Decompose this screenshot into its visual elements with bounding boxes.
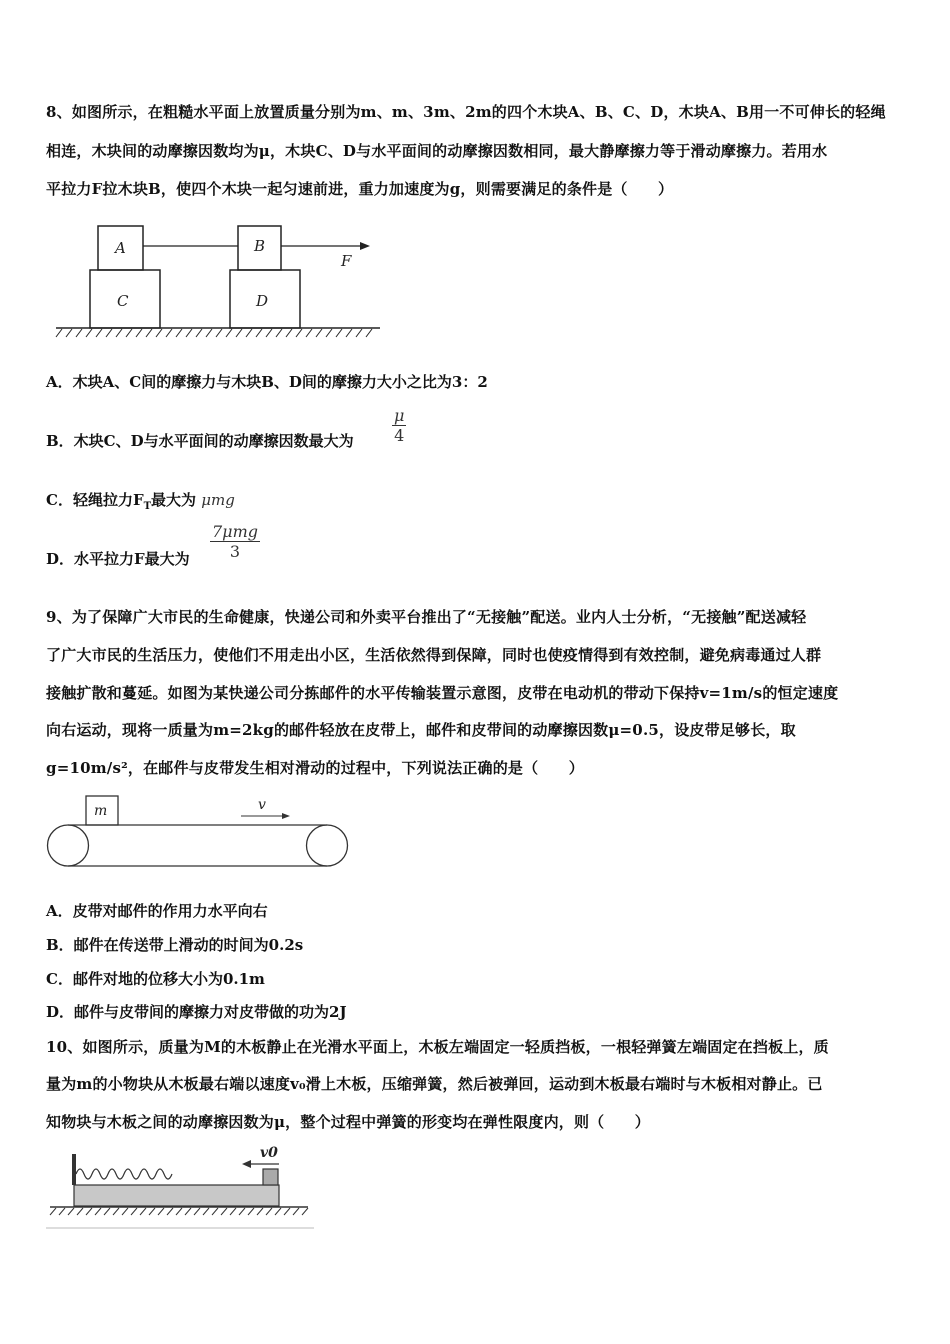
q9-conveyor-figure xyxy=(46,794,350,870)
q8-option-b-text: B．木块C、D与水平面间的动摩擦因数最大为 xyxy=(46,432,354,450)
fraction-denominator: 3 xyxy=(229,542,241,561)
q8-option-d-fraction xyxy=(210,522,260,561)
q8-option-c-text: C．轻绳拉力F xyxy=(46,491,144,509)
label-a: A xyxy=(115,239,126,257)
end-baffle xyxy=(72,1154,76,1185)
spring xyxy=(76,1169,172,1179)
q8-option-b-fraction xyxy=(392,406,406,445)
label-b: B xyxy=(254,237,266,255)
right-roller xyxy=(307,825,348,866)
q9-line-2: 了广大市民的生活压力，使他们不用走出小区，生活依然得到保障，同时也使疫情得到有效控制，避免病毒通过人群 xyxy=(46,646,822,664)
label-v0: v0 xyxy=(260,1145,278,1161)
q8-option-a: A．木块A、C间的摩擦力与木块B、D间的摩擦力大小之比为3：2 xyxy=(46,373,488,391)
q9-line-4: 向右运动，现将一质量为m=2kg的邮件轻放在皮带上，邮件和皮带间的动摩擦因数μ=0.5，设皮带足够长，取 xyxy=(46,721,796,739)
q9-line-3: 接触扩散和蔓延。如图为某快递公司分拣邮件的水平传输装置示意图，皮带在电动机的带动下保持v=1m/s的恒定速度 xyxy=(46,684,839,702)
q8-line-3: 平拉力F拉木块B，使四个木块一起匀速前进，重力加速度为g，则需要满足的条件是（ ） xyxy=(46,180,674,198)
q8-option-c-sub: T xyxy=(143,501,152,512)
q8-figure xyxy=(48,222,388,340)
q10-line-1: 10、如图所示，质量为M的木板静止在光滑水平面上，木板左端固定一轻质挡板，一根轻弹簧左端固定在挡板上，质 xyxy=(46,1038,829,1056)
q8-option-c-tail: 最大为 xyxy=(151,491,197,509)
q8-line-1: 8、如图所示，在粗糙水平面上放置质量分别为m、m、3m、2m的四个木块A、B、C、D，木块A、B用一不可伸长的轻绳 xyxy=(46,103,886,121)
q8-line-2: 相连，木块间的动摩擦因数均为μ，木块C、D与水平面间的动摩擦因数相同，最大静摩擦力等于滑动摩擦力。若用水 xyxy=(46,142,828,160)
q9-option-c: C．邮件对地的位移大小为0.1m xyxy=(46,970,265,988)
q8-option-c xyxy=(46,489,235,512)
left-roller xyxy=(48,825,89,866)
small-block xyxy=(263,1169,278,1185)
q8-option-b xyxy=(46,430,354,451)
q9-option-b: B．邮件在传送带上滑动的时间为0.2s xyxy=(46,936,304,954)
label-v: v xyxy=(258,797,266,813)
q10-line-3: 知物块与木板之间的动摩擦因数为μ，整个过程中弹簧的形变均在弹性限度内，则（ ） xyxy=(46,1113,650,1131)
fraction-numerator: 7μmg xyxy=(212,522,258,541)
q10-figure xyxy=(46,1140,318,1232)
label-f: F xyxy=(341,252,352,270)
q9-option-a: A．皮带对邮件的作用力水平向右 xyxy=(46,902,268,920)
q8-option-c-math: μmg xyxy=(201,491,235,509)
label-d: D xyxy=(256,292,269,310)
fraction-numerator: μ xyxy=(394,406,405,425)
wood-board xyxy=(74,1185,279,1206)
fraction-denominator: 4 xyxy=(394,426,405,445)
label-m: m xyxy=(94,803,108,819)
q9-option-d: D．邮件与皮带间的摩擦力对皮带做的功为2J xyxy=(46,1003,347,1021)
q10-line-2: 量为m的小物块从木板最右端以速度v₀滑上木板，压缩弹簧，然后被弹回，运动到木板最右端时与木板相对静止。已 xyxy=(46,1075,823,1093)
q9-line-5: g=10m/s²，在邮件与皮带发生相对滑动的过程中，下列说法正确的是（ ） xyxy=(46,759,584,777)
q9-line-1: 9、为了保障广大市民的生命健康，快递公司和外卖平台推出了“无接触”配送。业内人士分析，“无接触”配送减轻 xyxy=(46,608,807,626)
q8-option-d xyxy=(46,548,190,569)
q8-option-d-text: D．水平拉力F最大为 xyxy=(46,550,190,568)
label-c: C xyxy=(117,292,129,310)
